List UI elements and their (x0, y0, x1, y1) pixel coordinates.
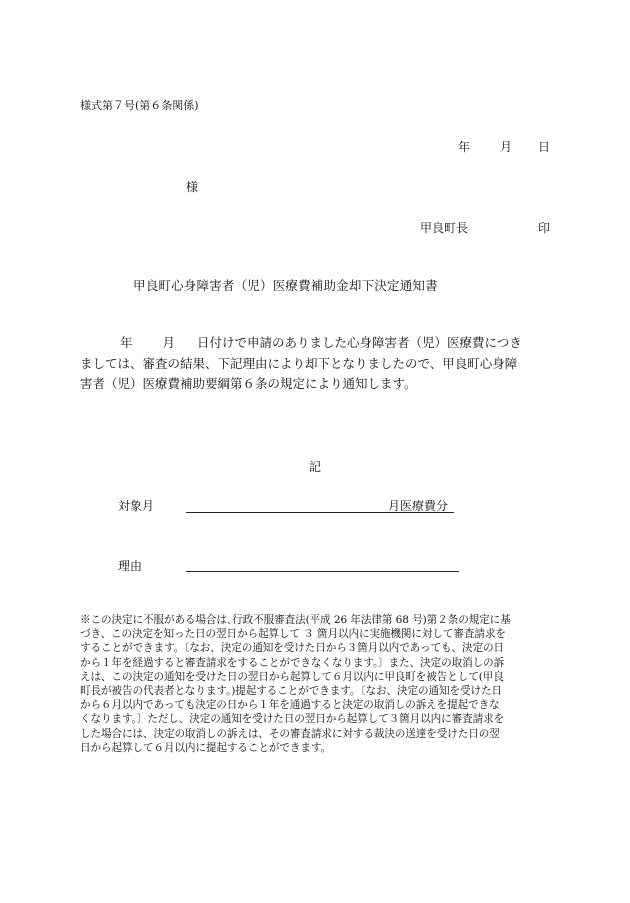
date-year: 年 (458, 140, 471, 154)
body-line-2: ましては、審査の結果、下記理由により却下となりましたので、甲良町心身障 (80, 355, 518, 371)
date-day: 日 (538, 140, 551, 154)
body-year: 年 (120, 335, 133, 350)
body-line-1 (80, 333, 550, 354)
notice-line: 町長が被告の代表者となります。)提起することができます。〔なお、決定の通知を受けた日 (80, 685, 502, 698)
reason-field-line (186, 571, 459, 572)
date-month: 月 (500, 140, 513, 154)
date-line (458, 138, 550, 155)
notice-line: することができます。〔なお、決定の通知を受けた日から３箇月以内であっても、決定の日 (80, 642, 504, 655)
document-title: 甲良町心身障害者（児）医療費補助金却下決定通知書 (133, 278, 438, 293)
notice-line: えは、この決定の通知を受けた日の翌日から起算して６月以内に甲良町を被告として(甲良 (80, 670, 504, 683)
notice-line: ※この決定に不服がある場合は､行政不服審査法(平成 26 年法律第 68 号)第２条の規定に基 (80, 614, 511, 626)
reason-label: 理由 (118, 559, 143, 573)
body-line-3: 害者（児）医療費補助要綱第６条の規定により通知します。 (80, 376, 417, 391)
notice-line: くなります。〕ただし、決定の通知を受けた日の翌日から起算して３箇月以内に審査請求を (80, 713, 505, 726)
appeal-notice (80, 613, 552, 755)
target-month-suffix: 月医療費分 (388, 499, 449, 513)
body-paragraph (80, 333, 550, 395)
notice-line: から６月以内であっても決定の日から１年を通過すると決定の取消しの訴えを提起できな (80, 699, 500, 712)
form-number: 様式第７号(第６条関係) (80, 99, 199, 112)
notice-line: づき、この決定を知った日の翌日から起算して ３ 箇月以内に実施機関に対して審査請求を (80, 628, 506, 641)
recipient-honorific: 様 (186, 180, 199, 194)
ki-heading: 記 (309, 460, 322, 474)
notice-line: 日から起算して６月以内に提起することができます。 (80, 741, 332, 754)
notice-line: した場合には、決定の取消しの訴えは、その審査請求に対する裁決の送達を受けた日の翌 (80, 727, 500, 740)
body-month: 月 (162, 335, 176, 350)
target-month-label: 対象月 (118, 499, 155, 513)
notice-line: から１年を経過すると審査請求をすることができなくなります。〕また、決定の取消しの訴 (80, 656, 505, 669)
body-line-1-text: 日付けで申請のありました心身障害者（児）医療費につき (197, 335, 522, 350)
sender-name: 甲良町長 (420, 221, 469, 235)
sender-block (420, 219, 550, 236)
seal-mark: 印 (538, 221, 551, 235)
